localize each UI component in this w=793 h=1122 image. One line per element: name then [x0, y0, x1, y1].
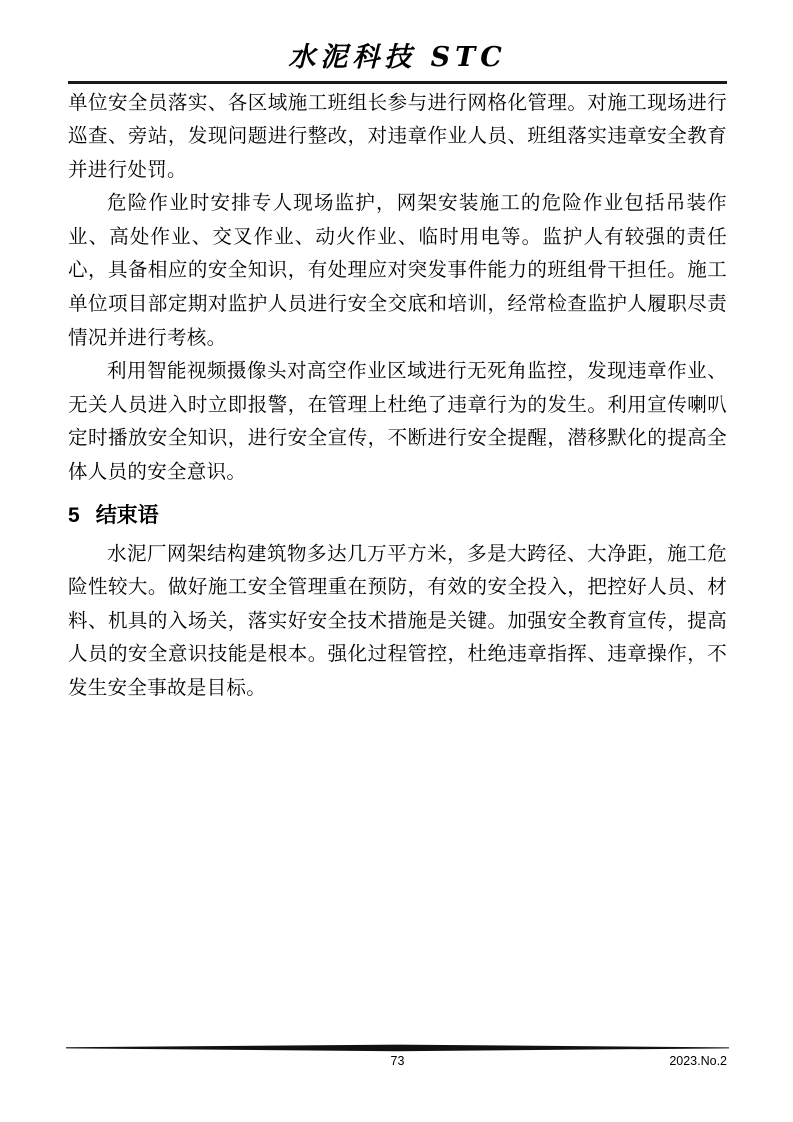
- section-heading-number: 5: [68, 503, 80, 527]
- body-paragraph: 利用智能视频摄像头对高空作业区域进行无死角监控，发现违章作业、无关人员进入时立即报警，在管理上杜绝了违章行为的发生。利用宣传喇叭定时播放安全知识，进行安全宣传，不断进行安全提醒，潜移默化的提高全体人员的安全意识。: [68, 361, 727, 484]
- header-rule: [68, 81, 727, 84]
- page-content: [68, 0, 727, 706]
- footer-divider-rule: [66, 1044, 729, 1052]
- section-heading-title: 结束语: [95, 503, 159, 527]
- page-number: 73: [390, 1054, 405, 1068]
- section-heading: [68, 501, 727, 531]
- footer-row: [66, 1053, 729, 1070]
- journal-title: 水泥科技 STC: [288, 42, 507, 73]
- body-paragraph: 单位安全员落实、各区域施工班组长参与进行网格化管理。对施工现场进行巡查、旁站，发现问题进行整改，对违章作业人员、班组落实违章安全教育并进行处罚。: [68, 92, 727, 181]
- body-paragraph: 水泥厂网架结构建筑物多达几万平方米，多是大跨径、大净距，施工危险性较大。做好施工安全管理重在预防，有效的安全投入，把控好人员、材料、机具的入场关，落实好安全技术措施是关键。加强安全教育宣传，提高人员的安全意识技能是根本。强化过程管控，杜绝违章指挥、违章操作，不发生安全事故是目标。: [68, 543, 727, 699]
- article-body: [68, 87, 727, 706]
- issue-number: 2023.No.2: [669, 1054, 727, 1068]
- body-paragraph: 危险作业时安排专人现场监护，网架安装施工的危险作业包括吊装作业、高处作业、交叉作业、动火作业、临时用电等。监护人有较强的责任心，具备相应的安全知识，有处理应对突发事件能力的班组骨干担任。施工单位项目部定期对监护人员进行安全交底和培训，经常检查监护人履职尽责情况并进行考核。: [68, 193, 727, 349]
- page-footer: [66, 1044, 729, 1070]
